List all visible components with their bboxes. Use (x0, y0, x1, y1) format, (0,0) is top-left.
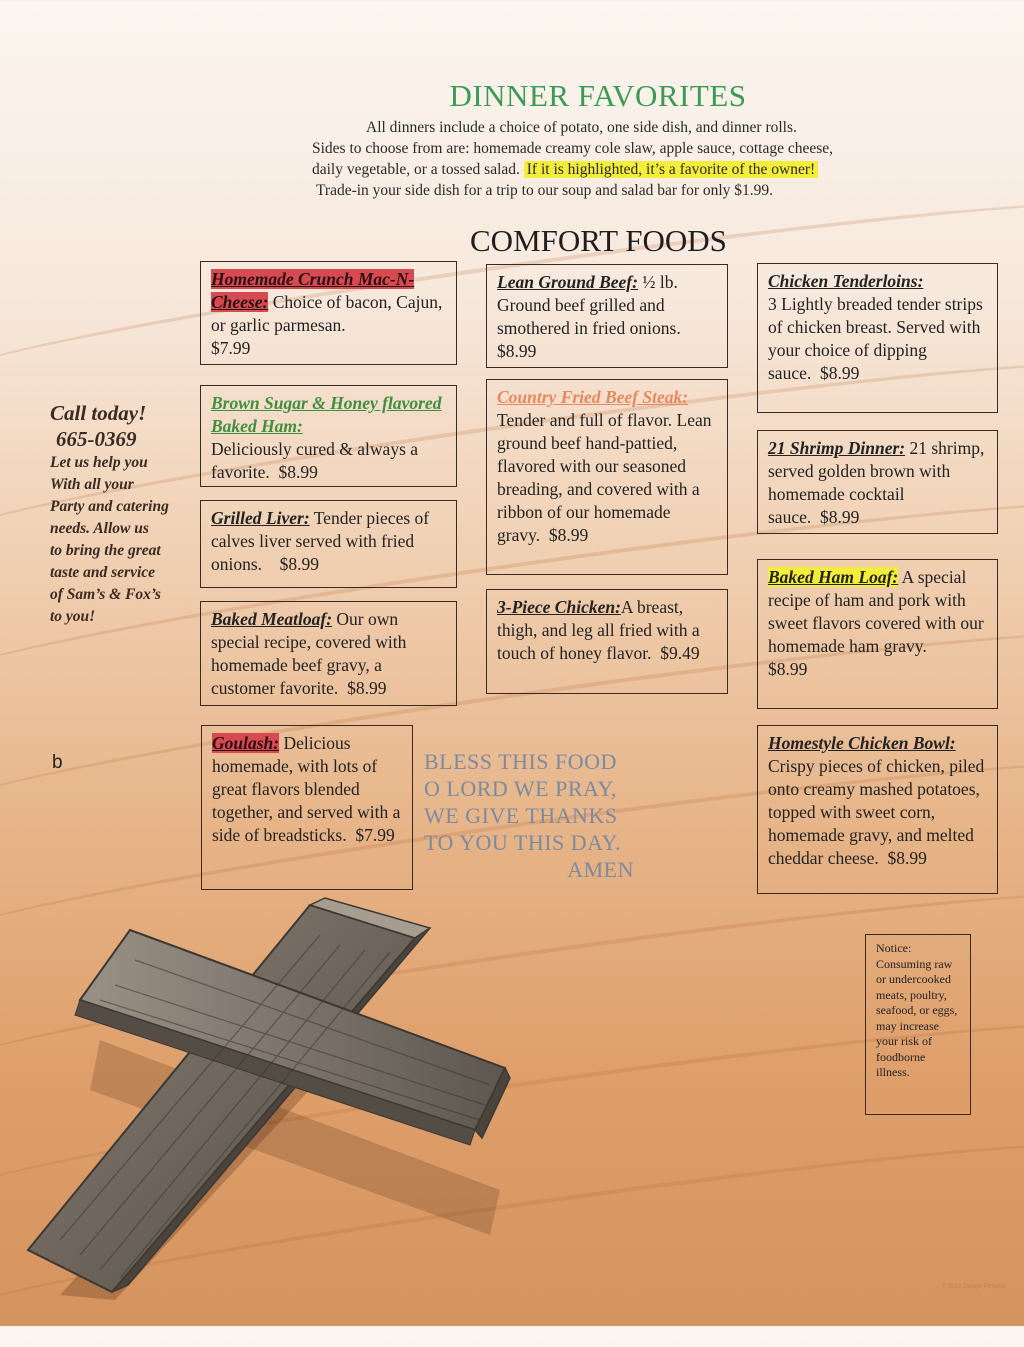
item-price: $8.99 (768, 659, 808, 679)
item-price: $8.99 (820, 507, 860, 527)
menu-item-grilled-liver (200, 500, 457, 588)
item-desc: Crispy pieces of chicken, piled onto creamy mashed potatoes, topped with sweet corn, homemade gravy, and melted cheddar cheese. (768, 756, 985, 868)
prayer-line: TO YOU THIS DAY. (424, 830, 622, 855)
intro-line: Sides to choose from are: homemade creamy cole slaw, apple sauce, cottage cheese, (312, 140, 834, 157)
item-name: Homemade Crunch Mac-N-Cheese: (211, 269, 415, 312)
prayer-line: BLESS THIS FOOD (424, 749, 617, 774)
item-name: Baked Meatloaf: (211, 609, 333, 629)
item-desc: ½ lb. Ground beef grilled and smothered in fried onions. (497, 272, 681, 338)
item-price: $8.99 (548, 525, 589, 545)
item-price: $8.99 (347, 678, 387, 698)
menu-item-chicken-tenderloins (757, 263, 998, 413)
stray-letter: b (52, 752, 63, 773)
item-desc: Delicious homemade, with lots of great flavors blended together, and served with a side of breadsticks. (212, 733, 401, 845)
intro-line: All dinners include a choice of potato, one side dish, and dinner rolls. (366, 119, 797, 136)
prayer-amen: AMEN (567, 857, 634, 882)
item-price: $8.99 (820, 363, 860, 383)
item-name: Country Fried Beef Steak: (497, 387, 689, 407)
item-desc: 3 Lightly breaded tender strips of chicken breast. Served with your choice of dipping sauce. (768, 294, 983, 383)
item-desc: A special recipe of ham and pork with sweet flavors covered with our homemade ham gravy. (768, 567, 984, 656)
intro-text (300, 117, 960, 201)
phone-number: 665-0369 (56, 427, 137, 451)
menu-item-goulash (201, 725, 413, 890)
item-desc: Choice of bacon, Cajun, or garlic parmesan. (211, 292, 443, 335)
item-name: Brown Sugar & Honey flavored Baked Ham: (211, 393, 442, 436)
item-name: Homestyle Chicken Bowl: (768, 733, 956, 753)
menu-item-baked-ham-loaf (757, 559, 998, 709)
prayer-line: WE GIVE THANKS (424, 803, 618, 828)
wooden-cross-image (20, 890, 520, 1300)
item-name: Lean Ground Beef: (497, 272, 638, 292)
item-price: $7.99 (211, 338, 251, 358)
item-price: $8.99 (887, 848, 927, 868)
page-title: DINNER FAVORITES (449, 78, 747, 113)
callout-line: of Sam’s & Fox’s (50, 586, 161, 603)
item-name: Baked Ham Loaf: (768, 567, 899, 587)
catering-callout (50, 400, 169, 628)
menu-item-3-piece-chicken (486, 589, 728, 694)
menu-item-country-fried-steak (486, 379, 728, 575)
callout-line: needs. Allow us (50, 520, 149, 537)
item-desc: Our own special recipe, covered with homemade beef gravy, a customer favorite. (211, 609, 407, 698)
item-desc: 21 shrimp, served golden brown with homemade cocktail sauce. (768, 438, 985, 527)
callout-heading: Call today! (50, 401, 147, 425)
image-copyright: © 2012 Design Pictures (942, 1284, 1006, 1290)
item-price: $8.99 (497, 341, 537, 361)
item-name: 21 Shrimp Dinner: (768, 438, 906, 458)
prayer-line: O LORD WE PRAY, (424, 776, 617, 801)
callout-line: Party and catering (50, 498, 169, 515)
intro-line: daily vegetable, or a tossed salad. (312, 161, 520, 178)
item-price: $8.99 (279, 554, 319, 574)
item-desc: Deliciously cured & always a favorite. (211, 439, 419, 482)
menu-item-baked-meatloaf (200, 601, 457, 706)
food-safety-notice: Notice: Consuming raw or undercooked meats, poultry, seafood, or eggs, may increase your risk of foodborne illness. (865, 934, 971, 1115)
prayer-text (424, 748, 634, 883)
menu-item-lean-ground-beef (486, 264, 728, 368)
item-name: Chicken Tenderloins: (768, 271, 924, 291)
item-desc: A breast, thigh, and leg all fried with a touch of honey flavor. (497, 597, 700, 663)
item-desc: Tender and full of flavor. Lean ground beef hand-pattied, flavored with our seasoned breading, and covered with a ribbon of our homemade gravy. (497, 410, 712, 545)
section-title: COMFORT FOODS (470, 223, 727, 258)
item-price: $9.49 (660, 643, 700, 663)
trade-in-note: Trade-in your side dish for a trip to our soup and salad bar for only $1.99. (316, 182, 774, 199)
item-price: $7.99 (355, 825, 395, 845)
callout-line: to bring the great (50, 542, 161, 559)
item-name: Goulash: (212, 733, 280, 753)
callout-line: taste and service (50, 564, 156, 581)
callout-line: Let us help you (50, 454, 148, 471)
item-name: Grilled Liver: (211, 508, 310, 528)
callout-line: to you! (50, 608, 96, 625)
callout-line: With all your (50, 476, 134, 493)
menu-item-brown-sugar-ham (200, 385, 457, 487)
menu-item-mac-n-cheese (200, 261, 457, 365)
item-desc: Tender pieces of calves liver served with fried onions. (211, 508, 430, 574)
item-price: $8.99 (278, 462, 318, 482)
menu-item-shrimp-dinner (757, 430, 998, 534)
menu-item-chicken-bowl (757, 725, 998, 894)
owner-favorite-note: If it is highlighted, it’s a favorite of the owner! (524, 161, 818, 178)
item-name: 3-Piece Chicken: (497, 597, 621, 617)
